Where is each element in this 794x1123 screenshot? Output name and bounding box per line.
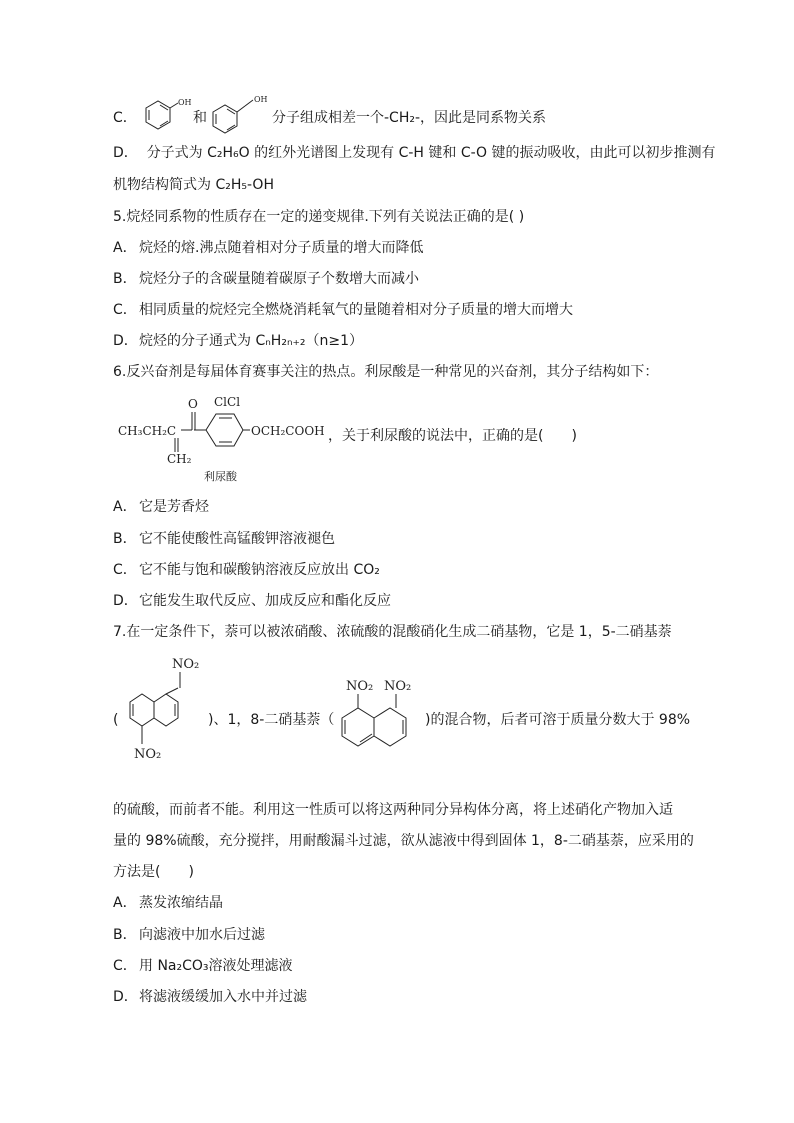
q4-option-d-line2: 机物结构简式为 C₂H₅-OH xyxy=(113,177,274,193)
no2-b-label: NO₂ xyxy=(384,679,412,694)
q7-after: )的混合物，后者可溶于质量分数大于 98% xyxy=(425,712,691,728)
q7-option-b xyxy=(113,925,265,945)
q7-paren-open: ( xyxy=(113,712,119,728)
option-label: C． xyxy=(113,958,137,974)
structure-caption: 利尿酸 xyxy=(204,470,237,483)
q7-line3: 的硫酸，而前者不能。利用这一性质可以将这两种同分异构体分离，将上述硝化产物加入适 xyxy=(113,802,673,818)
option-text: 它是芳香烃 xyxy=(139,499,209,515)
q7-line5: 方法是( ) xyxy=(113,864,194,880)
clcl-label: ClCl xyxy=(214,395,241,409)
option-label: C． xyxy=(113,302,137,318)
option-text: 将滤液缓缓加入水中并过滤 xyxy=(139,989,307,1005)
q6-option-a xyxy=(113,497,209,517)
q5-option-c xyxy=(113,300,573,320)
option-label: D． xyxy=(113,593,138,609)
1-8-dinitronaphthalene-structure-icon xyxy=(334,670,424,766)
q4-option-d-line1: 分子式为 C₂H₆O 的红外光谱图上发现有 C-H 键和 C-O 键的振动吸收，由此可以初步推测有 xyxy=(146,145,716,161)
q4-option-d xyxy=(113,143,716,163)
q7-option-a xyxy=(113,893,223,913)
option-text: 蒸发浓缩结晶 xyxy=(139,895,223,911)
option-label: A． xyxy=(113,895,137,911)
q5-option-a xyxy=(113,238,423,258)
q7-stem: 7.在一定条件下，萘可以被浓硝酸、浓硫酸的混酸硝化生成二硝基物，它是 1，5-二硝基萘 xyxy=(113,624,672,640)
benzyl-oh-label: OH xyxy=(254,95,268,104)
q7-middle: )、1，8-二硝基萘（ xyxy=(208,712,335,728)
bottom-no2-label: NO₂ xyxy=(134,747,162,762)
q7-line4: 量的 98%硫酸，充分搅拌，用耐酸漏斗过滤，欲从滤液中得到固体 1，8-二硝基萘，应采用的 xyxy=(113,833,694,849)
q7-option-d xyxy=(113,987,307,1007)
q6-option-d xyxy=(113,591,391,611)
option-label: A． xyxy=(113,240,137,256)
no2-a-label: NO₂ xyxy=(346,679,374,694)
option-label: D． xyxy=(113,333,138,349)
option-text: 烷烃的熔.沸点随着相对分子质量的增大而降低 xyxy=(139,240,424,256)
option-label: B． xyxy=(113,531,137,547)
option-text: 用 Na₂CO₃溶液处理滤液 xyxy=(139,958,293,974)
option-label: C． xyxy=(113,110,137,126)
option-text: 它不能使酸性高锰酸钾溶液褪色 xyxy=(139,531,335,547)
q6-option-c xyxy=(113,560,380,580)
option-label: D． xyxy=(113,145,138,161)
option-text: 相同质量的烷烃完全燃烧消耗氧气的量随着相对分子质量的增大而增大 xyxy=(139,302,573,318)
q4-option-c-text: 分子组成相差一个-CH₂-，因此是同系物关系 xyxy=(272,110,547,126)
option-label: A． xyxy=(113,499,137,515)
q6-question: ，关于利尿酸的说法中，正确的是( ) xyxy=(328,428,577,444)
q5-stem: 5.烷烃同系物的性质存在一定的递变规律.下列有关说法正确的是( ) xyxy=(113,209,525,225)
option-text: 它不能与饱和碳酸钠溶液反应放出 CO₂ xyxy=(139,562,380,578)
benzyl-alcohol-structure-icon xyxy=(205,94,269,138)
phenol-structure-icon xyxy=(132,96,192,136)
option-text: 烷烃的分子通式为 CₙH₂ₙ₊₂（n≥1） xyxy=(139,333,364,349)
option-text: 向滤液中加水后过滤 xyxy=(139,927,265,943)
etacrynic-acid-structure-icon xyxy=(112,390,332,486)
phenol-oh-label: OH xyxy=(178,98,192,107)
option-label: B． xyxy=(113,927,137,943)
left-chain-label: CH₃CH₂C xyxy=(118,424,177,438)
ch2-label: CH₂ xyxy=(167,452,192,466)
q5-option-d xyxy=(113,331,363,351)
q4-and: 和 xyxy=(193,110,207,126)
q5-option-b xyxy=(113,269,419,289)
q6-stem: 6.反兴奋剂是每届体育赛事关注的热点。利尿酸是一种常见的兴奋剂，其分子结构如下： xyxy=(113,364,659,380)
option-text: 它能发生取代反应、加成反应和酯化反应 xyxy=(139,593,391,609)
top-no2-label: NO₂ xyxy=(172,657,200,672)
option-label: B． xyxy=(113,271,137,287)
option-label: D． xyxy=(113,989,138,1005)
1-5-dinitronaphthalene-structure-icon xyxy=(120,652,210,784)
carbonyl-o-label: O xyxy=(188,397,198,411)
q6-option-b xyxy=(113,529,335,549)
right-group-label: OCH₂COOH xyxy=(251,424,325,438)
option-text: 烷烃分子的含碳量随着碳原子个数增大而减小 xyxy=(139,271,419,287)
option-label: C． xyxy=(113,562,137,578)
q7-option-c xyxy=(113,956,293,976)
